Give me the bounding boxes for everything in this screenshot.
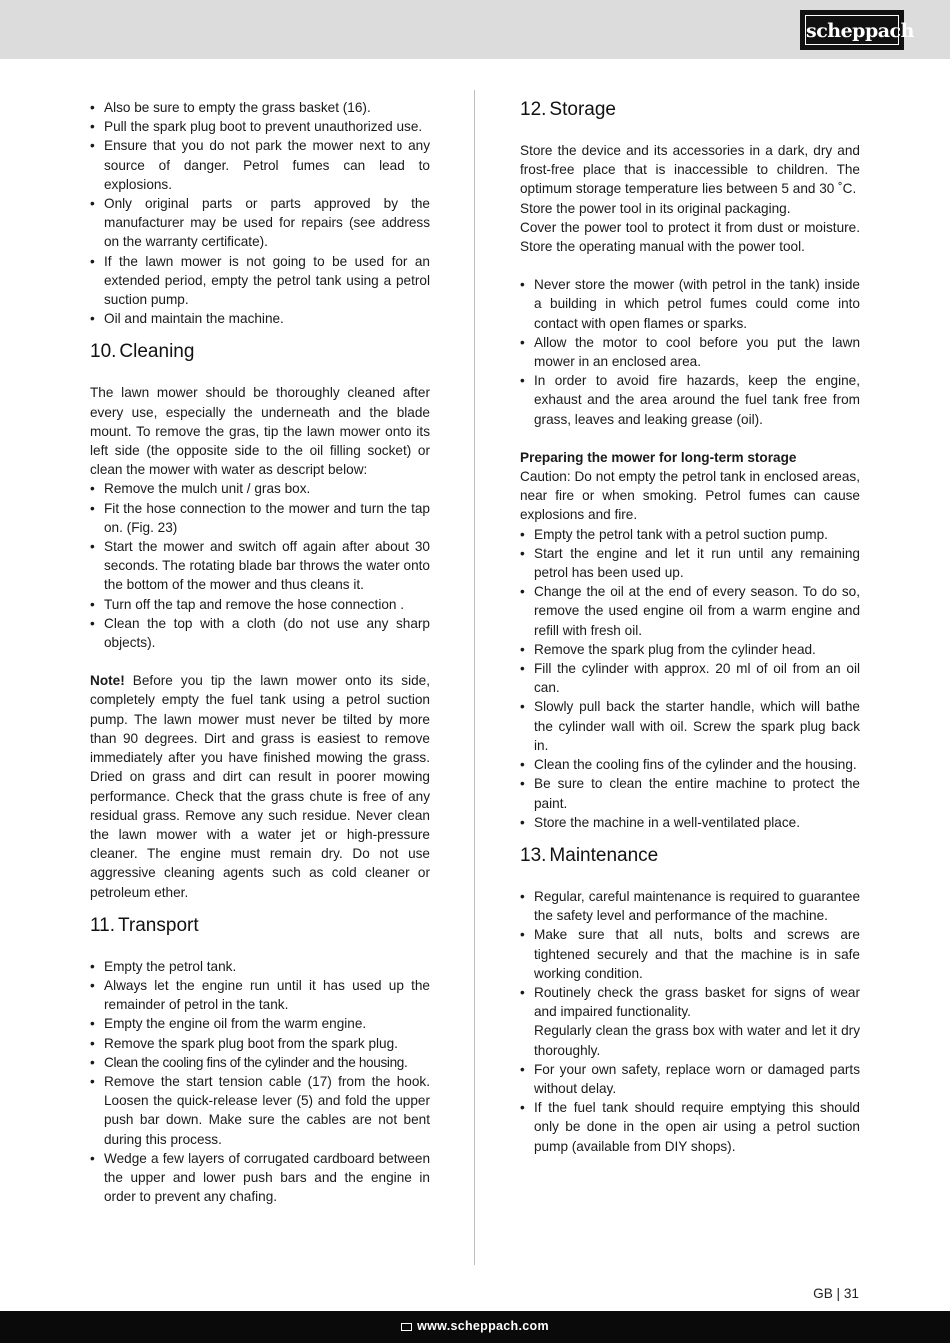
section-number: 11. [90,914,116,936]
storage-paragraph: Store the power tool in its original packaging. [520,200,791,216]
long-term-storage-heading: Preparing the mower for long-term storage [520,449,797,465]
cleaning-note [90,671,430,901]
cleaning-intro: The lawn mower should be thoroughly cleaned after every use, especially the underneath and the blade mount. To remove the gras, tip the lawn mower onto its left side (the opposite side to the oil filling socket) or clean the mower with water as descript below: [90,385,430,478]
cleaning-bullet-list [90,479,430,652]
list-item: • In order to avoid fire hazards, keep the engine, exhaust and the area around the fuel tank free from grass, leaves and leaking grease (oil). [520,371,860,429]
section-number: 12. [520,99,547,120]
list-item: • Empty the engine oil from the warm engine. [90,1014,430,1033]
list-item: • Fill the cylinder with approx. 20 ml of oil from an oil can. [520,659,860,697]
section-title: Maintenance [549,844,659,866]
list-item: • Start the mower and switch off again after about 30 seconds. The rotating blade bar throws the water onto the bottom of the mower and thus cleans it. [90,537,430,595]
page-footer [0,1311,950,1343]
list-item: • Also be sure to empty the grass basket (16). [90,98,430,117]
list-item: • Turn off the tap and remove the hose connection . [90,595,430,614]
right-column [520,98,860,1156]
list-item: • Slowly pull back the starter handle, which will bathe the cylinder wall with oil. Screw the spark plug back in. [520,697,860,755]
list-item: • Pull the spark plug boot to prevent unauthorized use. [90,117,430,136]
left-column [90,98,430,1206]
list-item: • If the lawn mower is not going to be used for an extended period, empty the petrol tank using a petrol suction pump. [90,252,430,310]
long-term-storage-bullet-list [520,525,860,832]
maintenance-bullet-list [520,887,860,1156]
column-divider [474,90,475,1265]
list-item: • Always let the engine run until it has used up the remainder of petrol in the tank. [90,976,430,1014]
list-item: • If the fuel tank should require emptying this should only be done in the open air using a petrol suction pump (available from DIY shops). [520,1098,860,1156]
list-item: • Ensure that you do not park the mower next to any source of danger. Petrol fumes can lead to explosions. [90,136,430,194]
maintenance-heading [520,844,860,868]
transport-bullet-list [90,957,430,1207]
section-title: Transport [118,914,199,936]
list-item: • Clean the top with a cloth (do not use any sharp objects). [90,614,430,652]
list-item: • Remove the spark plug from the cylinder head. [520,640,860,659]
section-title: Cleaning [119,341,195,363]
list-item: • Only original parts or parts approved by the manufacturer may be used for repairs (see address on the warranty certificate). [90,194,430,252]
cleaning-heading [90,340,430,364]
section-number: 13. [520,844,547,866]
list-item: • Wedge a few layers of corrugated cardboard between the upper and lower push bars and the engine in order to prevent any chafing. [90,1149,430,1207]
storage-paragraph: Cover the power tool to protect it from dust or moisture. Store the operating manual with the power tool. [520,219,860,255]
list-item: • Oil and maintain the machine. [90,309,430,328]
list-item: • Clean the cooling fins of the cylinder and the housing. [90,1053,430,1072]
list-item: • Empty the petrol tank with a petrol suction pump. [520,525,860,544]
list-item: • Make sure that all nuts, bolts and screws are tightened securely and that the machine is in safe working condition. [520,925,860,983]
brand-logo [800,10,914,50]
section-number: 10. [90,341,117,363]
list-item: • Be sure to clean the entire machine to protect the paint. [520,774,860,812]
brand-logo-text: scheppach [805,15,899,45]
monitor-icon [401,1323,412,1331]
list-item: • Allow the motor to cool before you put the lawn mower in an enclosed area. [520,333,860,371]
list-item: • Regular, careful maintenance is required to guarantee the safety level and performance of the machine. [520,887,860,925]
list-item: • Change the oil at the end of every season. To do so, remove the used engine oil from a warm engine and refill with fresh oil. [520,582,860,640]
page-number: GB | 31 [813,1286,859,1301]
note-text: Before you tip the lawn mower onto its side, completely empty the fuel tank using a petrol suction pump. The lawn mower must never be tilted by more than 90 degrees. Dirt and grass is easiest to remove immediately after you have finished mowing the grass. Dried on grass and dirt can result in poorer mowing performance. Check that the grass chute is free of any residual grass. Remove any such residue. Never clean the lawn mower with a water jet or high-pressure cleaner. The engine must remain dry. Do not use aggressive cleaning agents such as cold cleaner or petroleum ether. [90,673,430,900]
list-item: • Start the engine and let it run until any remaining petrol has been used up. [520,544,860,582]
list-item: • Never store the mower (with petrol in the tank) inside a building in which petrol fumes could come into contact with open flames or sparks. [520,275,860,333]
note-label: Note! [90,673,125,689]
list-item: • Remove the start tension cable (17) from the hook. Loosen the quick-release lever (5) and fold the upper push bar down. Make sure the cables are not bent during this process. [90,1072,430,1149]
transport-heading [90,914,430,938]
list-item: • Remove the spark plug boot from the spark plug. [90,1034,430,1053]
storage-heading [520,98,860,122]
section-title: Storage [549,99,616,120]
storage-bullet-list [520,275,860,429]
caution-text: Caution: Do not empty the petrol tank in enclosed areas, near fire or when smoking. Petrol fumes can cause explosions and fire. [520,469,860,523]
list-item: • Clean the cooling fins of the cylinder and the housing. [520,755,860,774]
list-item: • Remove the mulch unit / gras box. [90,479,430,498]
storage-paragraph: Store the device and its accessories in a dark, dry and frost-free place that is inaccessible to children. The optimum storage temperature lies between 5 and 30 ˚C. [520,143,860,197]
list-item-extra: Regularly clean the grass box with water and let it dry thoroughly. [534,1023,860,1058]
list-item: • Empty the petrol tank. [90,957,430,976]
list-item [520,983,860,1060]
list-item: • Store the machine in a well-ventilated place. [520,813,860,832]
footer-url[interactable]: www.scheppach.com [417,1319,549,1333]
list-item: • For your own safety, replace worn or damaged parts without delay. [520,1060,860,1098]
list-item: • Fit the hose connection to the mower and turn the tap on. (Fig. 23) [90,499,430,537]
intro-bullet-list [90,98,430,328]
list-item-text: Routinely check the grass basket for signs of wear and impaired functionality. [534,984,860,1020]
